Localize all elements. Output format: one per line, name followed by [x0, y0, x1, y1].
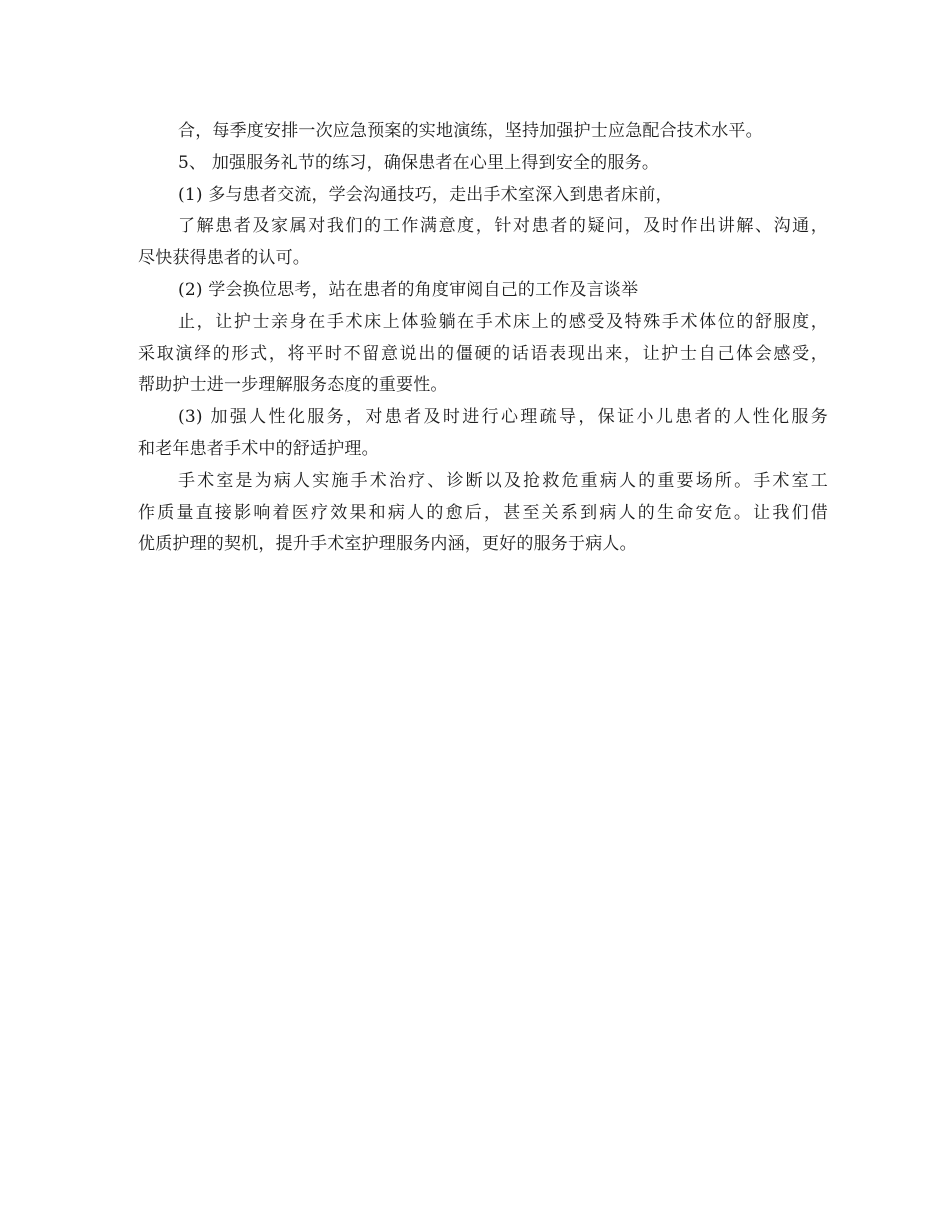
list-item-2: (2) 学会换位思考，站在患者的角度审阅自己的工作及言谈举 — [178, 279, 639, 300]
list-item-1: (1) 多与患者交流，学会沟通技巧，走出手术室深入到患者床前， — [178, 184, 673, 205]
conclusion-line-2: 作质量直接影响着医疗效果和病人的愈后，甚至关系到病人的生命安危。让我们借 — [138, 502, 828, 523]
paragraph-line-1: 合，每季度安排一次应急预案的实地演练，坚持加强护士应急配合技术水平。 — [178, 121, 763, 141]
list-item-3: (3) 加强人性化服务，对患者及时进行心理疏导，保证小儿患者的人性化服务 — [178, 407, 828, 428]
paragraph-line-7: 止，让护士亲身在手术床上体验躺在手术床上的感受及特殊手术体位的舒服度， — [178, 311, 828, 332]
document-body — [138, 116, 828, 561]
paragraph-line-5: 尽快获得患者的认可。 — [138, 248, 310, 269]
conclusion-line-3: 优质护理的契机，提升手术室护理服务内涵，更好的服务于病人。 — [138, 534, 637, 555]
paragraph-line-11: 和老年患者手术中的舒适护理。 — [138, 438, 379, 459]
paragraph-line-9: 帮助护士进一步理解服务态度的重要性。 — [138, 375, 448, 396]
conclusion-line-1: 手术室是为病人实施手术治疗、诊断以及抢救危重病人的重要场所。手术室工 — [178, 470, 828, 491]
paragraph-line-4: 了解患者及家属对我们的工作满意度，针对患者的疑问，及时作出讲解、沟通， — [178, 216, 828, 237]
paragraph-line-8: 采取演绎的形式，将平时不留意说出的僵硬的话语表现出来，让护士自己体会感受， — [138, 343, 828, 364]
section-heading-5: 5、 加强服务礼节的练习，确保患者在心里上得到安全的服务。 — [178, 152, 660, 173]
